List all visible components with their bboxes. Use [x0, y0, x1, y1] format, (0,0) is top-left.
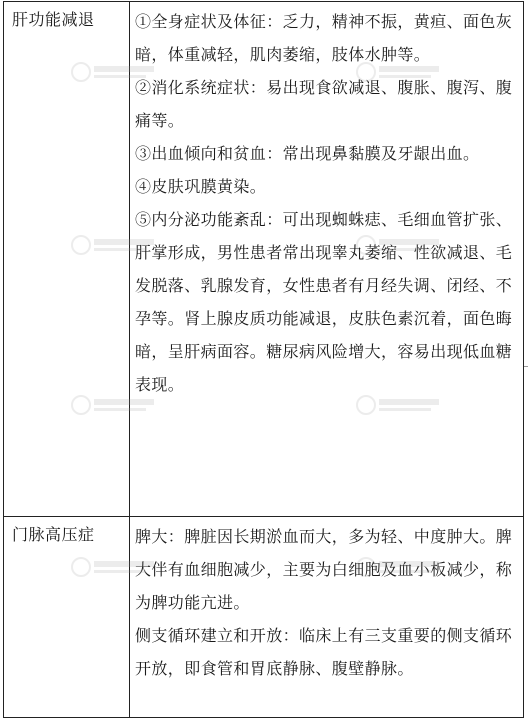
row-label-cell [4, 2, 130, 517]
symptom-table [3, 1, 524, 718]
table-row [4, 517, 524, 718]
row-label-cell [4, 517, 130, 718]
row-label: 门脉高压症 [12, 525, 95, 544]
row-content-cell [130, 2, 524, 517]
margin-mark [524, 366, 528, 367]
table-row [4, 2, 524, 517]
symptom-paragraph: ④皮肤巩膜黄染。 [135, 177, 267, 196]
symptom-paragraph: ③出血倾向和贫血：常出现鼻黏膜及牙龈出血。 [135, 144, 480, 163]
symptom-paragraph: 脾大：脾脏因长期淤血而大，多为轻、中度肿大。脾大伴有血细胞减少，主要为白细胞及血小板减少，称为脾功能亢进。 [135, 527, 513, 612]
symptom-paragraph: ⑤内分泌功能紊乱：可出现蜘蛛痣、毛细血管扩张、肝掌形成，男性患者常出现睾丸萎缩、性欲减退、毛发脱落、乳腺发育，女性患者有月经失调、闭经、不孕等。肾上腺皮质功能减退，皮肤色素沉着，面色晦暗，呈肝病面容。糖尿病风险增大，容易出现低血糖表现。 [135, 210, 513, 394]
row-label: 肝功能减退 [12, 10, 95, 29]
symptom-paragraph: ②消化系统症状：易出现食欲减退、腹胀、腹泻、腹痛等。 [135, 78, 513, 130]
symptom-paragraph: ①全身症状及体征：乏力，精神不振，黄疸、面色灰暗，体重减轻，肌肉萎缩，肢体水肿等。 [135, 12, 513, 64]
row-content-cell [130, 517, 524, 718]
symptom-paragraph: 侧支循环建立和开放：临床上有三支重要的侧支循环开放，即食管和胃底静脉、腹壁静脉。 [135, 626, 513, 678]
